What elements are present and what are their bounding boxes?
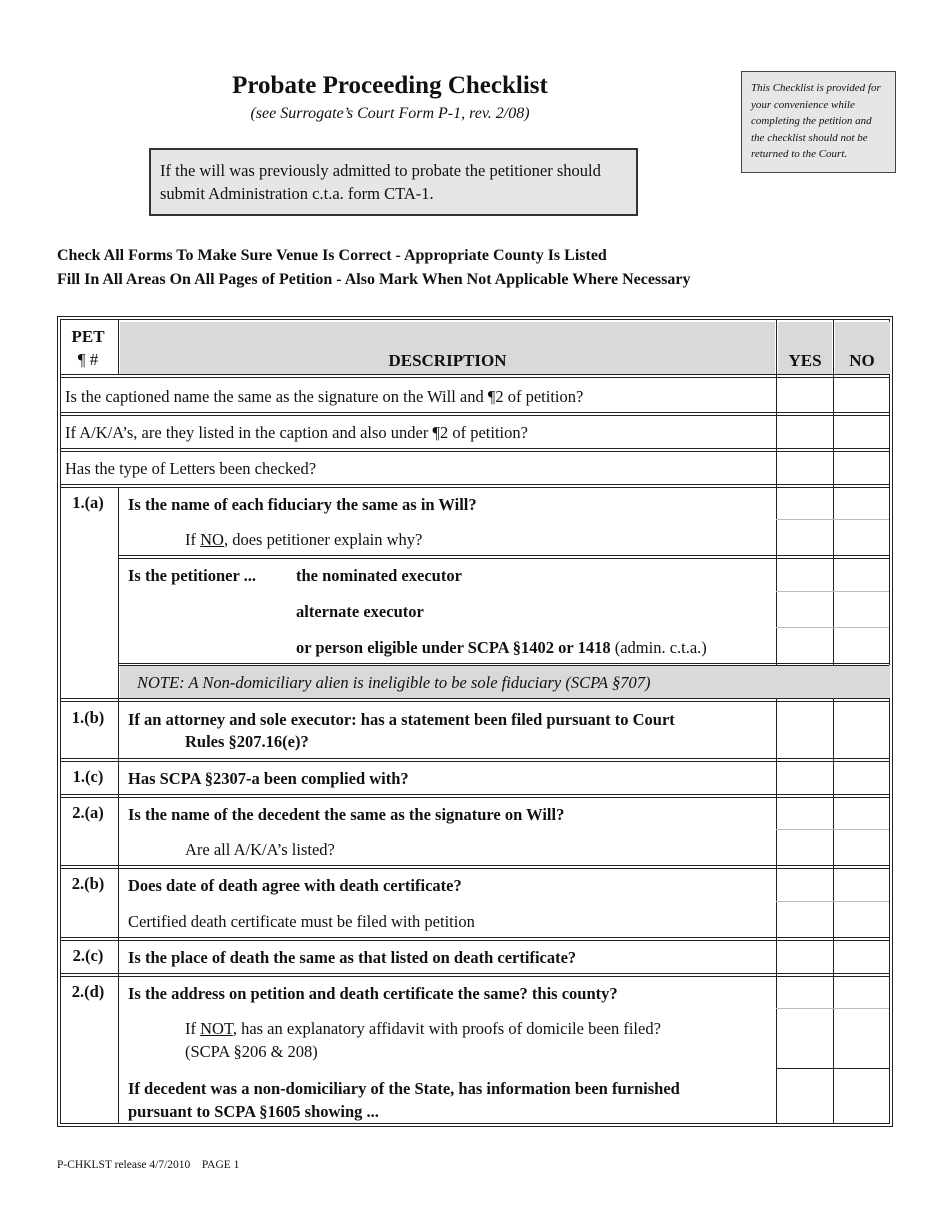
option-alternate-executor: alternate executor xyxy=(296,602,424,621)
subquestion-explain-why: If NO, does petitioner explain why? xyxy=(185,530,423,549)
col-header-pet-para: ¶ # xyxy=(77,350,99,369)
question-fiduciary-name: Is the name of each fiduciary the same as in Will? xyxy=(128,495,477,514)
question-non-domiciliary-scpa-1605: pursuant to SCPA §1605 showing ... xyxy=(128,1102,379,1121)
instruction-fill-all: Fill In All Areas On All Pages of Petition - Also Mark When Not Applicable Where Necessary xyxy=(57,271,691,288)
general-question-aka: If A/K/A’s, are they listed in the caption and also under ¶2 of petition? xyxy=(65,423,528,442)
footer-release: P-CHKLST release 4/7/2010 xyxy=(57,1159,191,1171)
pet-number-2c: 2.(c) xyxy=(72,946,104,965)
subquestion-domicile-affidavit: If NOT, has an explanatory affidavit with proofs of domicile been filed? xyxy=(185,1019,661,1038)
col-header-yes: YES xyxy=(788,351,822,370)
pet-number-2b: 2.(b) xyxy=(71,874,105,893)
question-place-of-death: Is the place of death the same as that listed on death certificate? xyxy=(128,948,577,967)
general-question-letters: Has the type of Letters been checked? xyxy=(65,459,317,478)
instruction-venue: Check All Forms To Make Sure Venue Is Correct - Appropriate County Is Listed xyxy=(57,247,607,264)
option-eligible-person: or person eligible under SCPA §1402 or 1418 (admin. c.t.a.) xyxy=(296,638,707,657)
subquestion-aka-listed: Are all A/K/A’s listed? xyxy=(185,840,335,859)
checklist-table xyxy=(57,316,893,1127)
col-header-pet: PET xyxy=(71,327,105,346)
option-nominated-executor: the nominated executor xyxy=(296,566,462,585)
question-attorney-executor: If an attorney and sole executor: has a statement been filed pursuant to Court xyxy=(128,710,675,729)
pet-number-1a: 1.(a) xyxy=(72,493,104,512)
pet-number-2a: 2.(a) xyxy=(72,803,104,822)
convenience-note-box: This Checklist is provided for your convenience while completing the petition and the checklist should not be returned to the Court. xyxy=(741,71,896,173)
note-non-domiciliary-alien: NOTE: A Non-domiciliary alien is ineligible to be sole fiduciary (SCPA §707) xyxy=(137,673,651,692)
subquestion-scpa-206-208: (SCPA §206 & 208) xyxy=(185,1042,318,1061)
question-date-of-death: Does date of death agree with death certificate? xyxy=(128,876,462,895)
question-attorney-executor-rule: Rules §207.16(e)? xyxy=(185,732,309,751)
question-is-petitioner: Is the petitioner ... xyxy=(128,566,257,585)
footer xyxy=(57,1159,239,1171)
footer-page: PAGE 1 xyxy=(201,1159,240,1171)
pet-number-2d: 2.(d) xyxy=(71,982,105,1001)
question-scpa-2307a: Has SCPA §2307-a been complied with? xyxy=(128,769,409,788)
question-decedent-name: Is the name of the decedent the same as the signature on Will? xyxy=(128,805,565,824)
question-non-domiciliary: If decedent was a non-domiciliary of the State, has information been furnished xyxy=(128,1079,680,1098)
col-header-description: DESCRIPTION xyxy=(388,351,507,370)
general-question-caption: Is the captioned name the same as the signature on the Will and ¶2 of petition? xyxy=(65,387,584,406)
cta-note-box: If the will was previously admitted to probate the petitioner should submit Administration c.t.a. form CTA-1. xyxy=(149,148,638,216)
note-death-certificate: Certified death certificate must be filed with petition xyxy=(128,912,475,931)
col-header-no: NO xyxy=(849,351,875,370)
pet-number-1b: 1.(b) xyxy=(71,708,105,727)
pet-number-1c: 1.(c) xyxy=(72,767,104,786)
page-title: Probate Proceeding Checklist xyxy=(232,72,548,99)
question-address-county: Is the address on petition and death certificate the same? this county? xyxy=(128,984,618,1003)
page-subtitle: (see Surrogate’s Court Form P-1, rev. 2/08) xyxy=(250,105,530,122)
